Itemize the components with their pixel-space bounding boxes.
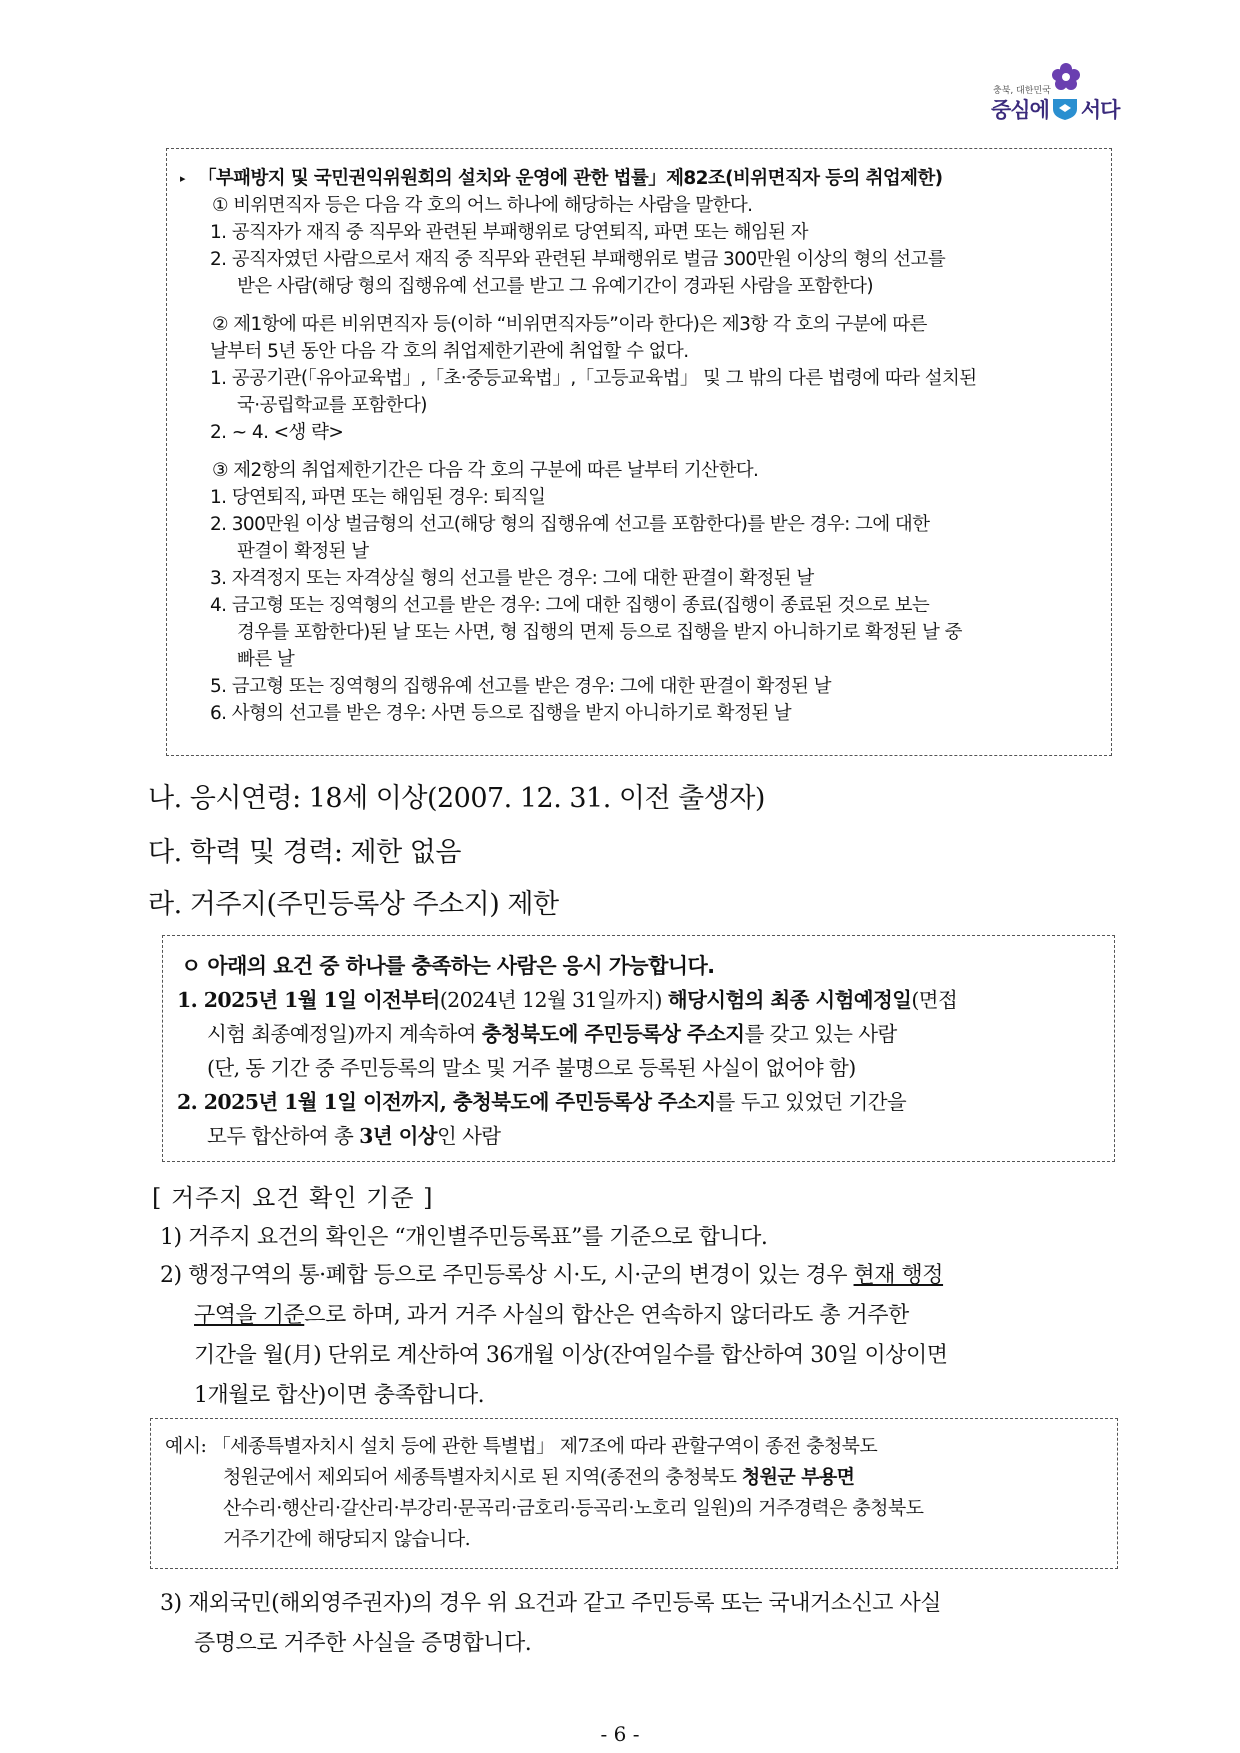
page-number: - 6 - (600, 1722, 640, 1746)
eligibility-lead: ㅇ 아래의 요건 중 하나를 충족하는 사람은 응시 가능합니다. (181, 954, 715, 978)
law-item-cont: 판결이 확정된 날 (237, 541, 369, 562)
law-item: 5. 금고형 또는 징역형의 집행유예 선고를 받은 경우: 그에 대한 판결이 확정된 날 (210, 676, 831, 697)
heading-age: 나. 응시연령: 18세 이상(2007. 12. 31. 이전 출생자) (148, 783, 765, 814)
residence-criteria-heading: [ 거주지 요건 확인 기준 ] (152, 1184, 434, 1212)
criteria-2: 2) 행정구역의 통·폐합 등으로 주민등록상 시·도, 시·군의 변경이 있는 경우 현재 행정 (160, 1263, 944, 1288)
law-item-cont: 받은 사람(해당 형의 집행유예 선고를 받고 그 유예기간이 경과된 사람을 포함한다) (237, 276, 873, 297)
law-item: 1. 공직자가 재직 중 직무와 관련된 부패행위로 당연퇴직, 파면 또는 해임된 자 (210, 222, 808, 243)
eligibility-item-1: 1. 2025년 1월 1일 이전부터(2024년 12월 31일까지) 해당시험의 최종 시험예정일(면접 (177, 988, 958, 1012)
law-para-3: ③ 제2항의 취업제한기간은 다음 각 호의 구분에 따른 날부터 기산한다. (212, 460, 759, 481)
eligibility-item-2: 2. 2025년 1월 1일 이전까지, 충청북도에 주민등록상 주소지를 두고 있었던 기간을 (177, 1090, 907, 1114)
criteria-2-cont: 기간을 월(月) 단위로 계산하여 36개월 이상(잔여일수를 합산하여 30일 이상이면 (194, 1343, 948, 1368)
criteria-2-cont: 구역을 기준으로 하며, 과거 거주 사실의 합산은 연속하지 않더라도 총 거주한 (194, 1303, 909, 1328)
law-title: ▸ 「부패방지 및 국민권익위원회의 설치와 운영에 관한 법률」제82조(비위면직자 등의 취업제한) (180, 165, 1097, 192)
criteria-2-cont: 1개월로 합산)이면 충족합니다. (194, 1383, 485, 1408)
example-line: 예시: 「세종특별자치시 설치 등에 관한 특별법」 제7조에 따라 관할구역이 종전 충청북도 (165, 1435, 878, 1457)
law-excerpt-box (166, 148, 1112, 756)
logo (975, 58, 1135, 128)
flower-icon (1051, 62, 1081, 92)
example-line: 산수리·행산리·갈산리·부강리·문곡리·금호리·등곡리·노호리 일원)의 거주경력은 충청북도 (223, 1497, 924, 1519)
logo-word-left: 중심에 (991, 98, 1049, 122)
law-item: 2. ~ 4. <생 략> (210, 422, 344, 443)
law-item: 2. 300만원 이상 벌금형의 선고(해당 형의 집행유예 선고를 포함한다)를 받은 경우: 그에 대한 (210, 514, 930, 535)
law-para-1: ① 비위면직자 등은 다음 각 호의 어느 하나에 해당하는 사람을 말한다. (212, 195, 753, 216)
law-item: 6. 사형의 선고를 받은 경우: 사면 등으로 집행을 받지 아니하기로 확정된 날 (210, 703, 792, 724)
law-item: 4. 금고형 또는 징역형의 선고를 받은 경우: 그에 대한 집행이 종료(집행이 종료된 것으로 보는 (210, 595, 930, 616)
eligibility-item-1-cont: 시험 최종예정일)까지 계속하여 충청북도에 주민등록상 주소지를 갖고 있는 사람 (207, 1022, 897, 1046)
logo-tagline: 충북, 대한민국 (993, 86, 1051, 96)
law-item: 3. 자격정지 또는 자격상실 형의 선고를 받은 경우: 그에 대한 판결이 확정된 날 (210, 568, 814, 589)
heading-residence: 라. 거주지(주민등록상 주소지) 제한 (148, 889, 559, 920)
triangle-bullet-icon: ▸ (180, 172, 185, 185)
eligibility-box (162, 935, 1115, 1162)
law-para-2-cont: 날부터 5년 동안 다음 각 호의 취업제한기관에 취업할 수 없다. (210, 341, 689, 362)
law-item: 1. 당연퇴직, 파면 또는 해임된 경우: 퇴직일 (210, 487, 546, 508)
example-line: 청원군에서 제외되어 세종특별자치시로 된 지역(종전의 충청북도 청원군 부용면 (223, 1466, 855, 1488)
law-item: 1. 공공기관(「유아교육법」,「초·중등교육법」,「고등교육법」 및 그 밖의 다른 법령에 따라 설치된 (210, 368, 977, 389)
example-box (150, 1418, 1118, 1569)
law-item-cont: 경우를 포함한다)된 날 또는 사면, 형 집행의 면제 등으로 집행을 받지 아니하기로 확정된 날 중 (237, 622, 962, 643)
criteria-1: 1) 거주지 요건의 확인은 “개인별주민등록표”를 기준으로 합니다. (160, 1225, 768, 1250)
criteria-3-cont: 증명으로 거주한 사실을 증명합니다. (194, 1631, 532, 1656)
eligibility-item-1-note: (단, 동 기간 중 주민등록의 말소 및 거주 불명으로 등록된 사실이 없어야 함) (207, 1056, 856, 1080)
heading-education: 다. 학력 및 경력: 제한 없음 (148, 837, 461, 868)
criteria-3: 3) 재외국민(해외영주권자)의 경우 위 요건과 같고 주민등록 또는 국내거소신고 사실 (160, 1591, 942, 1616)
logo-word-right: 서다 (1080, 98, 1120, 122)
law-para-2: ② 제1항에 따른 비위면직자 등(이하 “비위면직자등”이라 한다)은 제3항 각 호의 구분에 따른 (212, 314, 927, 335)
law-item-cont: 국·공립학교를 포함한다) (237, 395, 427, 416)
law-item: 2. 공직자였던 사람으로서 재직 중 직무와 관련된 부패행위로 벌금 300만원 이상의 형의 선고를 (210, 249, 946, 270)
eligibility-item-2-cont: 모두 합산하여 총 3년 이상인 사람 (207, 1124, 501, 1148)
example-line: 거주기간에 해당되지 않습니다. (223, 1528, 471, 1550)
shield-icon (1051, 97, 1079, 121)
law-item-cont: 빠른 날 (237, 649, 295, 670)
logo-wordmark (991, 94, 1119, 124)
